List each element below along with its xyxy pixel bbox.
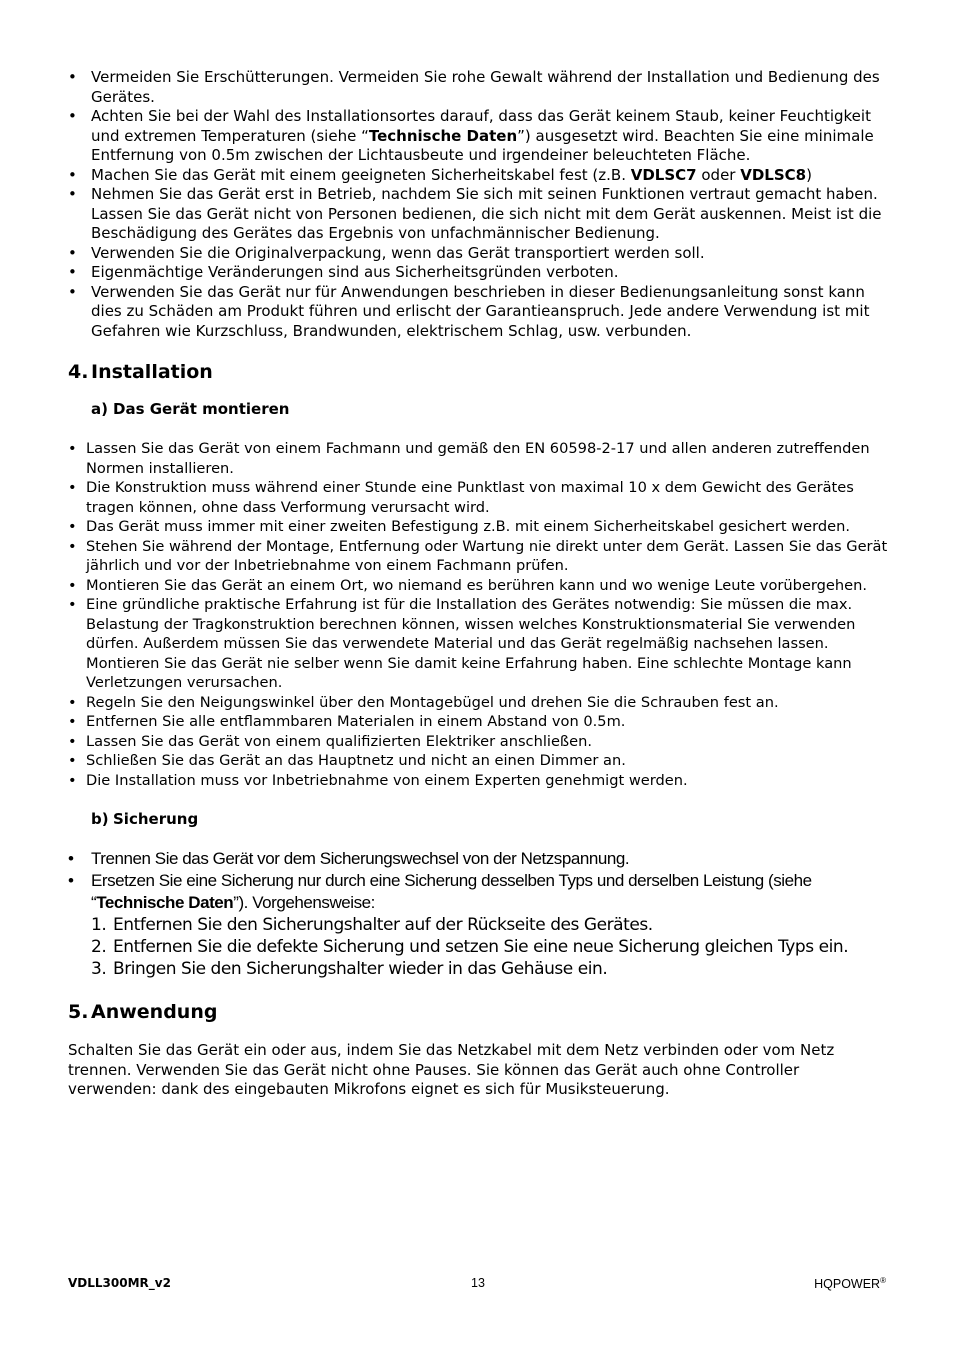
installation-bullet-list bbox=[68, 439, 890, 790]
usage-paragraph: Schalten Sie das Gerät ein oder aus, indem Sie das Netzkabel mit dem Netz verbinden oder vom Netz trennen. Verwenden Sie das Gerät nicht ohne Pauses. Sie können das Gerät auch ohne Controller verwenden: dank des eingebauten Mikrofons eignet es sich für Musiksteuerung. bbox=[68, 1041, 835, 1098]
fuse-steps-list bbox=[68, 914, 890, 980]
list-item: • Verwenden Sie das Gerät nur für Anwendungen beschrieben in dieser Bedienungsanleitung sonst kann dies zu Schäden am Produkt führen und erlischt der Garantieanspruch. Jede andere Verwendung ist mit Gefahren wie Kurzschluss, Brandwunden, elektrischem Schlag, usw. verbunden. bbox=[68, 283, 890, 342]
list-item: • Lassen Sie das Gerät von einem Fachmann und gemäß den EN 60598-2-17 und allen anderen zutreffenden Normen installieren. bbox=[68, 439, 890, 478]
list-item: • Ersetzen Sie eine Sicherung nur durch eine Sicherung desselben Typs und derselben Leistung (siehe “Technische Daten”). Vorgehensweise: bbox=[68, 870, 890, 914]
list-item: • Montieren Sie das Gerät an einem Ort, wo niemand es berühren kann und wo wenige Leute vorübergehen. bbox=[68, 576, 890, 596]
list-item: • Die Installation muss vor Inbetriebnahme von einem Experten genehmigt werden. bbox=[68, 771, 890, 791]
step-item: 1. Entfernen Sie den Sicherungshalter auf der Rückseite des Gerätes. bbox=[91, 915, 653, 935]
subsection-heading-mounting: a) Das Gerät montieren bbox=[91, 400, 290, 418]
list-item: • Regeln Sie den Neigungswinkel über den Montagebügel und drehen Sie die Schrauben fest an. bbox=[68, 693, 890, 713]
list-item: • Trennen Sie das Gerät vor dem Sicherungswechsel von der Netzspannung. bbox=[68, 848, 890, 870]
section-heading-installation: 4. Installation bbox=[68, 361, 213, 383]
list-item: • Das Gerät muss immer mit einer zweiten Befestigung z.B. mit einem Sicherheitskabel gesichert werden. bbox=[68, 517, 890, 537]
list-item: • Die Konstruktion muss während einer Stunde eine Punktlast von maximal 10 x dem Gewicht des Gerätes tragen können, ohne dass Verformung verursacht wird. bbox=[68, 478, 890, 517]
list-item: • Entfernen Sie alle entflammbaren Materialen in einem Abstand von 0.5m. bbox=[68, 712, 890, 732]
list-item: • Schließen Sie das Gerät an das Hauptnetz und nicht an einen Dimmer an. bbox=[68, 751, 890, 771]
list-item: • Achten Sie bei der Wahl des Installationsortes darauf, dass das Gerät keinem Staub, keiner Feuchtigkeit und extremen Temperaturen (siehe “Technische Daten”) ausgesetzt wird. Beachten Sie eine minimale Entfernung von 0.5m zwischen der Lichtausbeute und irgendeiner beleuchteten Fläche. bbox=[68, 107, 890, 166]
section-heading-usage: 5. Anwendung bbox=[68, 1001, 218, 1023]
document-id: VDLL300MR_v2 bbox=[68, 1276, 171, 1290]
safety-bullet-list bbox=[68, 68, 890, 341]
page-number: 13 bbox=[471, 1276, 485, 1290]
list-item: • Verwenden Sie die Originalverpackung, wenn das Gerät transportiert werden soll. bbox=[68, 244, 890, 264]
page-footer bbox=[68, 1276, 890, 1294]
brand-name: HQPOWER® bbox=[814, 1276, 886, 1292]
subsection-heading-fuse: b) Sicherung bbox=[91, 810, 199, 828]
step-item: 3. Bringen Sie den Sicherungshalter wieder in das Gehäuse ein. bbox=[91, 959, 608, 979]
list-item: • Stehen Sie während der Montage, Entfernung oder Wartung nie direkt unter dem Gerät. Lassen Sie das Gerät jährlich und vor der Inbetriebnahme von einem Fachmann prüfen. bbox=[68, 537, 890, 576]
list-item: • Lassen Sie das Gerät von einem qualifizierten Elektriker anschließen. bbox=[68, 732, 890, 752]
list-item: • Vermeiden Sie Erschütterungen. Vermeiden Sie rohe Gewalt während der Installation und Bedienung des Gerätes. bbox=[68, 68, 890, 107]
list-item: • Machen Sie das Gerät mit einem geeigneten Sicherheitskabel fest (z.B. VDLSC7 oder VDLSC8) bbox=[68, 166, 890, 186]
list-item: • Eigenmächtige Veränderungen sind aus Sicherheitsgründen verboten. bbox=[68, 263, 890, 283]
list-item: • Nehmen Sie das Gerät erst in Betrieb, nachdem Sie sich mit seinen Funktionen vertraut gemacht haben. Lassen Sie das Gerät nicht von Personen bedienen, die sich nicht mit dem Gerät auskennen. Meist ist die Beschädigung des Gerätes das Ergebnis von unfachmännischer Bedienung. bbox=[68, 185, 890, 244]
list-item: • Eine gründliche praktische Erfahrung ist für die Installation des Gerätes notwendig: Sie müssen die max. Belastung der Tragkonstruktion berechnen können, wissen welches Konstruktionsmaterial Sie verwenden dürfen. Außerdem müssen Sie das verwendete Material und das Gerät regelmäßig nachsehen lassen. Montieren Sie das Gerät nie selber wenn Sie damit keine Erfahrung haben. Eine schlechte Montage kann Verletzungen verursachen. bbox=[68, 595, 890, 693]
fuse-bullet-list bbox=[68, 848, 890, 914]
step-item: 2. Entfernen Sie die defekte Sicherung und setzen Sie eine neue Sicherung gleichen Typs ein. bbox=[91, 937, 849, 957]
page-content bbox=[68, 68, 890, 1100]
